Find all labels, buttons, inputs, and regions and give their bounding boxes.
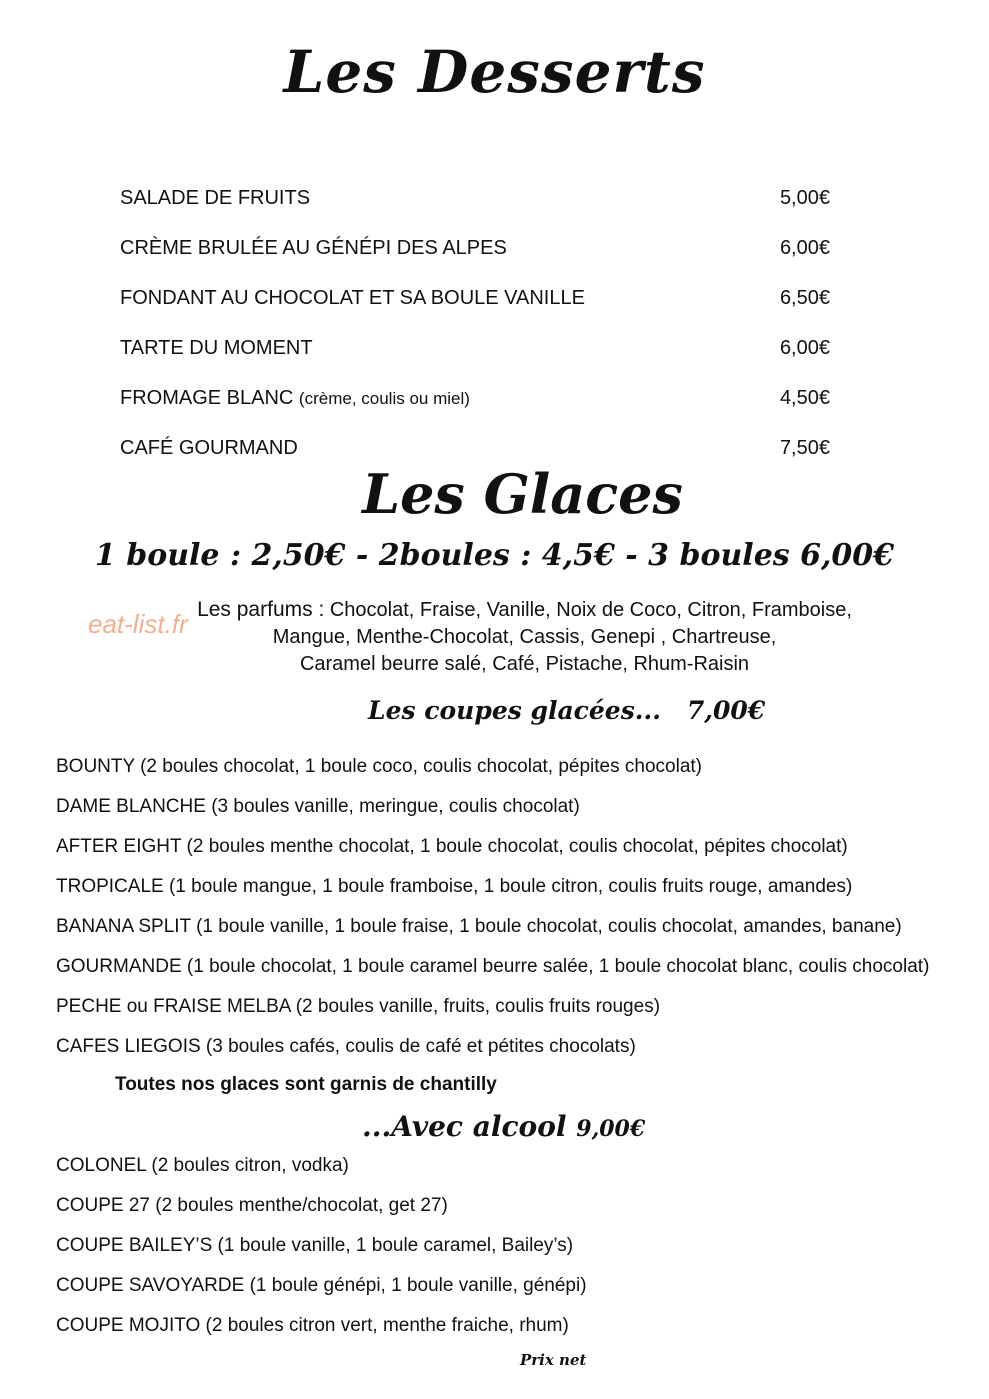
dessert-price: 7,50€ bbox=[779, 437, 830, 459]
dessert-price: 5,00€ bbox=[779, 187, 830, 209]
parfums-label: Les parfums : bbox=[197, 598, 325, 621]
dessert-note: (crème, coulis ou miel) bbox=[298, 389, 470, 408]
coupes-price: 7,00€ bbox=[686, 696, 766, 725]
dessert-item bbox=[120, 337, 830, 360]
coupe-item: TROPICALE (1 boule mangue, 1 boule framboise, 1 boule citron, coulis fruits rouge, amandes) bbox=[56, 876, 853, 897]
dessert-item bbox=[120, 437, 830, 460]
alcool-item: COUPE 27 (2 boules menthe/chocolat, get 27) bbox=[56, 1195, 448, 1216]
dessert-item bbox=[120, 187, 830, 210]
alcool-price: 9,00€ bbox=[576, 1116, 646, 1142]
dessert-name: FROMAGE BLANC (crème, coulis ou miel) bbox=[120, 387, 470, 409]
alcool-item: COUPE MOJITO (2 boules citron vert, menthe fraiche, rhum) bbox=[56, 1315, 569, 1336]
dessert-price: 6,00€ bbox=[779, 237, 830, 259]
coupe-item: CAFES LIEGOIS (3 boules cafés, coulis de café et pétites chocolats) bbox=[56, 1036, 636, 1057]
dessert-name: TARTE DU MOMENT bbox=[120, 337, 313, 359]
coupe-item: DAME BLANCHE (3 boules vanille, meringue, coulis chocolat) bbox=[56, 796, 580, 817]
dessert-item bbox=[120, 237, 830, 260]
parfums-line: Chocolat, Fraise, Vanille, Noix de Coco, Citron, Framboise, bbox=[329, 599, 852, 621]
parfums-line: Caramel beurre salé, Café, Pistache, Rhum-Raisin bbox=[299, 653, 750, 675]
dessert-price: 6,50€ bbox=[779, 287, 830, 309]
coupe-item: BANANA SPLIT (1 boule vanille, 1 boule fraise, 1 boule chocolat, coulis chocolat, amandes, banane) bbox=[56, 916, 902, 937]
dessert-price: 4,50€ bbox=[779, 387, 830, 409]
coupe-item: GOURMANDE (1 boule chocolat, 1 boule caramel beurre salée, 1 boule chocolat blanc, coulis chocolat) bbox=[56, 956, 930, 977]
prix-net-footer: Prix net bbox=[520, 1351, 587, 1369]
desserts-title: Les Desserts bbox=[283, 38, 706, 106]
glaces-price-line: 1 boule : 2,50€ - 2boules : 4,5€ - 3 boules 6,00€ bbox=[94, 538, 895, 573]
dessert-price: 6,00€ bbox=[779, 337, 830, 359]
alcool-item: COUPE SAVOYARDE (1 boule génépi, 1 boule vanille, génépi) bbox=[56, 1275, 587, 1296]
glaces-title: Les Glaces bbox=[362, 462, 683, 526]
chantilly-note: Toutes nos glaces sont garnis de chantilly bbox=[115, 1074, 497, 1095]
alcool-title: ...Avec alcool 9,00€ bbox=[362, 1110, 646, 1143]
watermark: eat-list.fr bbox=[88, 609, 188, 639]
dessert-item bbox=[120, 287, 830, 310]
alcool-item: COLONEL (2 boules citron, vodka) bbox=[56, 1155, 349, 1176]
dessert-name: CAFÉ GOURMAND bbox=[120, 437, 298, 459]
dessert-name: SALADE DE FRUITS bbox=[120, 187, 311, 209]
parfums-line: Mangue, Menthe-Chocolat, Cassis, Genepi , Chartreuse, bbox=[272, 626, 777, 648]
coupe-item: PECHE ou FRAISE MELBA (2 boules vanille, fruits, coulis fruits rouges) bbox=[56, 996, 661, 1017]
dessert-item bbox=[120, 387, 830, 410]
coupe-item: BOUNTY (2 boules chocolat, 1 boule coco, coulis chocolat, pépites chocolat) bbox=[56, 756, 702, 777]
alcool-item: COUPE BAILEY’S (1 boule vanille, 1 boule caramel, Bailey’s) bbox=[56, 1235, 574, 1256]
dessert-name: CRÈME BRULÉE AU GÉNÉPI DES ALPES bbox=[120, 237, 507, 259]
coupe-item: AFTER EIGHT (2 boules menthe chocolat, 1 boule chocolat, coulis chocolat, pépites chocolat) bbox=[56, 836, 848, 857]
coupes-title: Les coupes glacées... 7,00€ bbox=[368, 696, 766, 725]
dessert-name: FONDANT AU CHOCOLAT ET SA BOULE VANILLE bbox=[120, 287, 585, 309]
